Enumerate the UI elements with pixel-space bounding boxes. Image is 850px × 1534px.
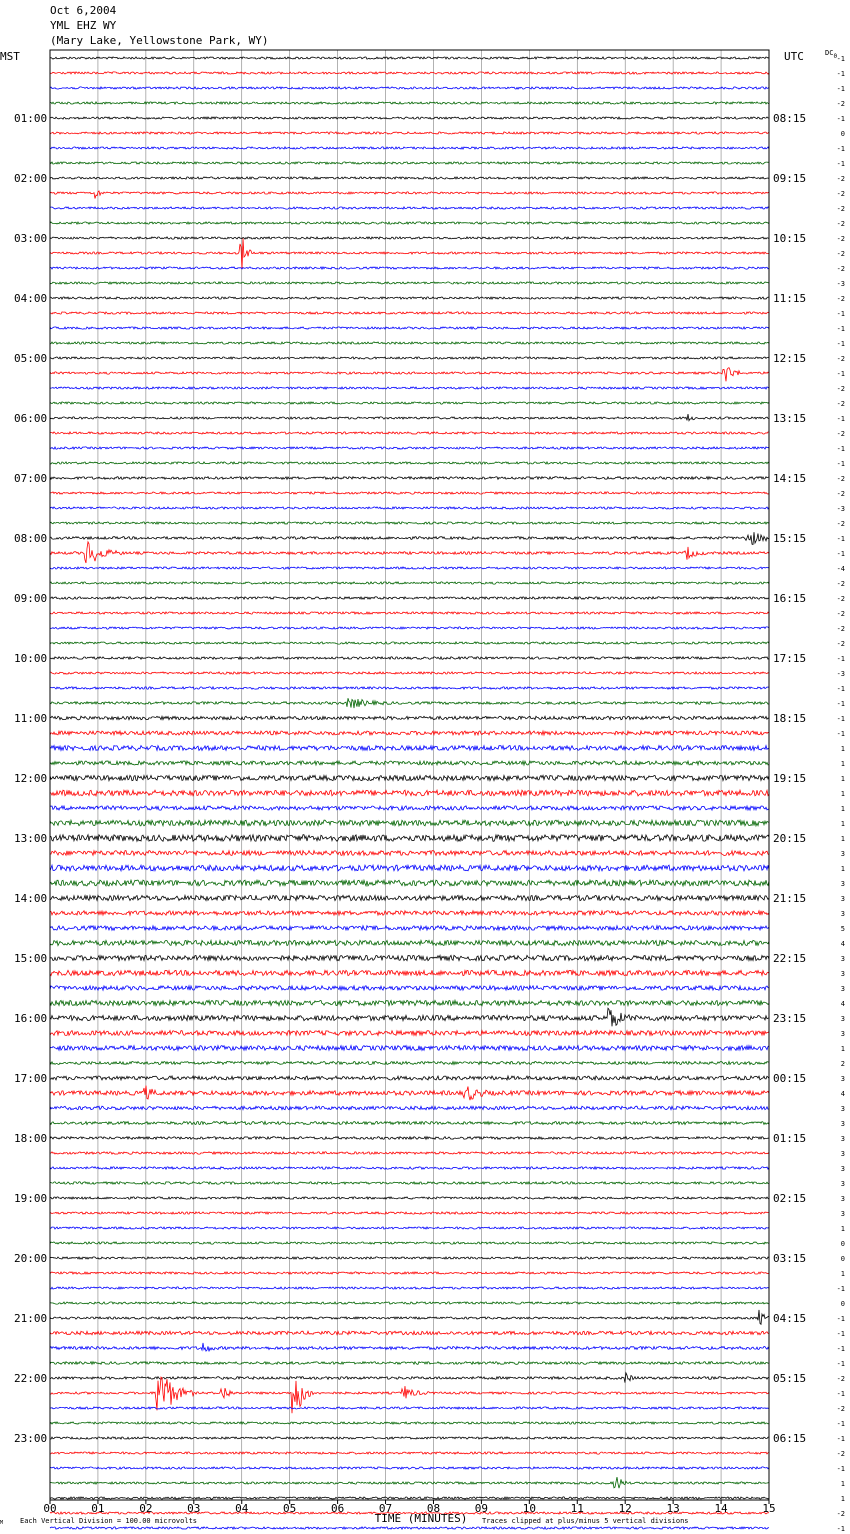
seismic-trace <box>50 312 769 314</box>
dc-offset-label: -1 <box>836 1345 845 1353</box>
utc-hour-label: 08:15 <box>773 112 807 125</box>
dc-offset-label: -3 <box>836 280 845 288</box>
dc-offset-label: 1 <box>840 1495 845 1503</box>
dc-offset-label: 3 <box>840 955 845 963</box>
seismic-trace <box>50 1310 769 1324</box>
utc-hour-label: 12:15 <box>773 352 807 365</box>
seismic-trace <box>50 542 769 563</box>
utc-hour-label: 21:15 <box>773 892 807 905</box>
seismic-trace <box>50 414 769 421</box>
seismic-trace <box>50 820 769 826</box>
dc-offset-label: -2 <box>836 610 845 618</box>
seismic-trace <box>50 1062 769 1065</box>
seismic-trace <box>50 835 769 842</box>
dc-offset-label: 3 <box>840 1120 845 1128</box>
seismic-trace <box>50 1343 769 1352</box>
seismic-trace <box>50 387 769 389</box>
dc-offset-label: -1 <box>836 1420 845 1428</box>
utc-hour-label: 06:15 <box>773 1432 807 1445</box>
dc-offset-label: 3 <box>840 1150 845 1158</box>
seismic-trace <box>50 532 769 544</box>
seismic-trace <box>50 716 769 720</box>
seismic-trace <box>50 57 769 59</box>
dc-offset-label: -2 <box>836 400 845 408</box>
seismic-trace <box>50 1527 769 1529</box>
seismic-trace <box>50 775 769 780</box>
x-tick-label: 08 <box>426 1502 441 1515</box>
dc-offset-label: -1 <box>836 655 845 663</box>
clip-note: Traces clipped at plus/minus 5 vertical divisions <box>482 1517 689 1525</box>
x-tick-label: 05 <box>283 1502 297 1515</box>
seismic-trace <box>50 1086 769 1101</box>
utc-hour-label: 03:15 <box>773 1252 807 1265</box>
dc-offset-label: 4 <box>840 1090 845 1098</box>
dc-offset-label: 0 <box>840 1300 845 1308</box>
dc-offset-label: 3 <box>840 1210 845 1218</box>
dc-offset-label: -1 <box>836 550 845 558</box>
seismic-trace <box>50 1076 769 1080</box>
seismic-trace <box>50 432 769 434</box>
seismic-trace <box>50 1167 769 1169</box>
dc-offset-label: -2 <box>836 265 845 273</box>
dc-offset-label: -1 <box>836 85 845 93</box>
seismic-trace <box>50 582 769 584</box>
dc-offset-label: -2 <box>836 1405 845 1413</box>
dc-offset-label: 4 <box>840 1000 845 1008</box>
dc-offset-label: -2 <box>836 640 845 648</box>
dc-offset-label: 3 <box>840 1165 845 1173</box>
dc-offset-label: 1 <box>840 1045 845 1053</box>
seismic-trace <box>50 162 769 164</box>
seismic-trace <box>50 1287 769 1289</box>
seismic-trace <box>50 955 769 960</box>
right-axis-label: UTC <box>784 50 804 63</box>
dc-offset-labels <box>837 55 845 1534</box>
dc-offset-label: -2 <box>836 250 845 258</box>
utc-hour-label: 11:15 <box>773 292 807 305</box>
dc-offset-label: -1 <box>836 145 845 153</box>
x-tick-label: 03 <box>187 1502 201 1515</box>
dc-offset-label: -2 <box>836 205 845 213</box>
seismic-trace <box>50 1407 769 1409</box>
seismic-trace <box>50 1008 769 1026</box>
seismic-trace <box>50 642 769 644</box>
seismic-trace <box>50 1302 769 1304</box>
dc-offset-label: 3 <box>840 880 845 888</box>
dc-offset-label: -1 <box>836 700 845 708</box>
seismic-trace <box>50 731 769 735</box>
seismic-trace <box>50 1452 769 1454</box>
seismic-trace <box>50 1137 769 1140</box>
minute-gridlines <box>98 50 721 1500</box>
utc-hour-label: 01:15 <box>773 1132 807 1145</box>
seismic-trace <box>50 282 769 284</box>
dc-offset-label: -1 <box>836 730 845 738</box>
dc-offset-label: -1 <box>836 1315 845 1323</box>
seismic-trace <box>50 1362 769 1365</box>
utc-hour-label: 17:15 <box>773 652 807 665</box>
x-tick-label: 02 <box>139 1502 153 1515</box>
utc-hour-label: 00:15 <box>773 1072 807 1085</box>
seismic-trace <box>50 746 769 751</box>
seismic-trace <box>50 1497 769 1499</box>
seismic-trace <box>50 368 769 382</box>
dc-offset-label: -2 <box>836 1450 845 1458</box>
x-tick-label: 13 <box>666 1502 680 1515</box>
seismic-trace <box>50 462 769 464</box>
seismic-trace <box>50 357 769 359</box>
x-axis-title: TIME (MINUTES) <box>374 1512 468 1525</box>
dc-offset-label: -1 <box>836 685 845 693</box>
seismic-trace <box>50 1106 769 1110</box>
x-tick-label: 00 <box>43 1502 57 1515</box>
x-tick-label: 06 <box>330 1502 345 1515</box>
dc-offset-label: 1 <box>840 745 845 753</box>
trace-group <box>50 57 769 1534</box>
dc-offset-label: -1 <box>836 1465 845 1473</box>
dc-offset-label: -2 <box>836 520 845 528</box>
dc-offset-label: -1 <box>836 1525 845 1533</box>
seismic-trace <box>50 117 769 119</box>
mst-hour-label: 12:00 <box>14 772 48 785</box>
mst-hour-label: 01:00 <box>14 112 48 125</box>
seismic-trace <box>50 1122 769 1125</box>
dc-offset-label: 1 <box>840 1225 845 1233</box>
seismic-trace <box>50 806 769 810</box>
dc-offset-label: 2 <box>840 1060 845 1068</box>
seismic-trace <box>50 132 769 134</box>
mst-hour-label: 23:00 <box>14 1432 48 1445</box>
seismic-trace <box>50 447 769 449</box>
seismic-trace <box>50 926 769 930</box>
mst-hour-label: 21:00 <box>14 1312 48 1325</box>
seismic-trace <box>50 267 769 269</box>
seismic-trace <box>50 911 769 915</box>
utc-hour-label: 15:15 <box>773 532 807 545</box>
dc-offset-label: 3 <box>840 1180 845 1188</box>
mst-hour-label: 22:00 <box>14 1372 48 1385</box>
dc-offset-label: 1 <box>840 775 845 783</box>
dc-offset-label: -1 <box>836 1360 845 1368</box>
dc-offset-label: 1 <box>840 1480 845 1488</box>
mst-hour-label: 03:00 <box>14 232 48 245</box>
seismic-trace <box>50 87 769 89</box>
seismic-trace <box>50 207 769 209</box>
corner-mark: M <box>0 1520 4 1526</box>
dc-offset-label: 1 <box>840 835 845 843</box>
seismic-trace <box>50 327 769 329</box>
seismic-trace <box>50 1046 769 1051</box>
seismic-trace <box>50 1242 769 1244</box>
seismic-trace <box>50 612 769 614</box>
seismic-trace <box>50 761 769 765</box>
seismic-trace <box>50 238 769 269</box>
x-tick-label: 07 <box>378 1502 393 1515</box>
mst-hour-label: 04:00 <box>14 292 48 305</box>
seismic-trace <box>50 1182 769 1184</box>
utc-hour-label: 13:15 <box>773 412 807 425</box>
x-tick-label: 15 <box>762 1502 776 1515</box>
dc-offset-label: -3 <box>836 670 845 678</box>
seismic-trace <box>50 567 769 569</box>
seismic-trace <box>50 402 769 404</box>
dc-offset-label: -1 <box>836 1285 845 1293</box>
dc-offset-label: 0 <box>840 1240 845 1248</box>
dc-offset-label: -2 <box>836 235 845 243</box>
mst-hour-label: 10:00 <box>14 652 48 665</box>
seismic-trace <box>50 237 769 239</box>
x-tick-label: 14 <box>714 1502 728 1515</box>
dc-offset-label: -2 <box>836 595 845 603</box>
seismic-trace <box>50 940 769 945</box>
dc-offset-label: -2 <box>836 580 845 588</box>
dc-offset-label: -1 <box>836 460 845 468</box>
utc-hour-label: 14:15 <box>773 472 807 485</box>
dc-offset-label: 3 <box>840 1075 845 1083</box>
x-tick-label: 12 <box>618 1502 632 1515</box>
seismic-trace <box>50 1227 769 1229</box>
utc-hour-label: 05:15 <box>773 1372 807 1385</box>
seismic-trace <box>50 687 769 689</box>
seismic-trace <box>50 492 769 494</box>
dc-offset-label: 5 <box>840 925 845 933</box>
seismic-trace <box>50 191 769 199</box>
dc-offset-label: 1 <box>840 790 845 798</box>
seismic-trace <box>50 507 769 509</box>
seismic-trace <box>50 72 769 74</box>
x-tick-label: 10 <box>522 1502 536 1515</box>
x-tick-label: 11 <box>570 1502 584 1515</box>
x-tick-label: 04 <box>235 1502 249 1515</box>
dc-offset-label: 3 <box>840 985 845 993</box>
dc-offset-label: 1 <box>840 1270 845 1278</box>
seismic-trace <box>50 627 769 629</box>
seismic-trace <box>50 342 769 344</box>
mst-hour-label: 06:00 <box>14 412 48 425</box>
dc-offset-label: -2 <box>836 490 845 498</box>
dc-offset-label: -1 <box>836 370 845 378</box>
mst-hour-label: 18:00 <box>14 1132 48 1145</box>
dc-offset-label: -1 <box>836 1435 845 1443</box>
utc-hour-label: 16:15 <box>773 592 807 605</box>
seismic-trace <box>50 657 769 659</box>
dc-offset-label: -2 <box>836 1510 845 1518</box>
dc-offset-label: 3 <box>840 850 845 858</box>
dc-offset-label: -1 <box>836 715 845 723</box>
mst-hour-label: 16:00 <box>14 1012 48 1025</box>
utc-hour-label: 19:15 <box>773 772 807 785</box>
dc-offset-label: 0 <box>840 1255 845 1263</box>
seismic-trace <box>50 477 769 480</box>
utc-hour-label: 20:15 <box>773 832 807 845</box>
utc-hour-label: 10:15 <box>773 232 807 245</box>
dc-offset-label: -2 <box>836 625 845 633</box>
seismic-trace <box>50 790 769 796</box>
utc-hour-label: 18:15 <box>773 712 807 725</box>
utc-hour-label: 23:15 <box>773 1012 807 1025</box>
seismic-trace <box>50 1422 769 1424</box>
dc-offset-label: -1 <box>836 1330 845 1338</box>
seismic-trace <box>50 1331 769 1335</box>
seismic-trace <box>50 1467 769 1469</box>
dc-offset-label: -1 <box>836 1390 845 1398</box>
seismic-trace <box>50 222 769 224</box>
x-tick-label: 01 <box>91 1502 105 1515</box>
dc-offset-label: 3 <box>840 1135 845 1143</box>
station-code: YML EHZ WY <box>50 19 117 32</box>
mst-hour-label: 19:00 <box>14 1192 48 1205</box>
seismic-trace <box>50 986 769 990</box>
dc-offset-label: -1 <box>836 115 845 123</box>
dc-offset-label: -2 <box>836 220 845 228</box>
seismic-trace <box>50 297 769 299</box>
seismic-trace <box>50 698 769 708</box>
dc-offset-label: -1 <box>836 325 845 333</box>
seismic-trace <box>50 597 769 599</box>
scale-note: Each Vertical Division = 100.00 microvolts <box>20 1517 198 1525</box>
dc-offset-label: -1 <box>836 445 845 453</box>
mst-hour-label: 17:00 <box>14 1072 48 1085</box>
seismic-trace <box>50 1152 769 1154</box>
station-location: (Mary Lake, Yellowstone Park, WY) <box>50 34 269 47</box>
mst-hour-label: 11:00 <box>14 712 48 725</box>
dc-label: DC0 <box>825 49 838 60</box>
mst-hour-label: 07:00 <box>14 472 48 485</box>
dc-offset-label: 1 <box>840 865 845 873</box>
dc-offset-label: 4 <box>840 940 845 948</box>
seismic-trace <box>50 1272 769 1274</box>
dc-offset-label: 3 <box>840 910 845 918</box>
mst-hour-label: 08:00 <box>14 532 48 545</box>
mst-hour-label: 09:00 <box>14 592 48 605</box>
dc-offset-label: 1 <box>840 760 845 768</box>
mst-hour-label: 13:00 <box>14 832 48 845</box>
dc-offset-label: -3 <box>836 505 845 513</box>
plot-date: Oct 6,2004 <box>50 4 117 17</box>
dc-offset-label: -1 <box>836 340 845 348</box>
dc-offset-label: -1 <box>836 160 845 168</box>
seismic-trace <box>50 1477 769 1488</box>
dc-offset-label: -1 <box>836 55 845 63</box>
dc-offset-label: 3 <box>840 1030 845 1038</box>
dc-offset-label: 3 <box>840 895 845 903</box>
dc-offset-label: 3 <box>840 1105 845 1113</box>
seismic-trace <box>50 895 769 900</box>
seismic-trace <box>50 865 769 871</box>
dc-offset-label: 3 <box>840 970 845 978</box>
dc-offset-label: 1 <box>840 805 845 813</box>
dc-offset-label: 0 <box>840 130 845 138</box>
mst-hour-label: 05:00 <box>14 352 48 365</box>
dc-offset-label: -2 <box>836 475 845 483</box>
seismic-trace <box>50 147 769 149</box>
seismic-trace <box>50 1257 769 1259</box>
mst-hour-label: 20:00 <box>14 1252 48 1265</box>
dc-offset-label: 3 <box>840 1195 845 1203</box>
seismic-trace <box>50 1197 769 1199</box>
dc-offset-label: 3 <box>840 1015 845 1023</box>
dc-offset-label: -1 <box>836 310 845 318</box>
utc-hour-label: 02:15 <box>773 1192 807 1205</box>
seismic-trace <box>50 851 769 856</box>
seismic-trace <box>50 1212 769 1214</box>
dc-offset-label: -2 <box>836 355 845 363</box>
mst-hour-label: 15:00 <box>14 952 48 965</box>
seismic-trace <box>50 522 769 524</box>
seismic-trace <box>50 1031 769 1036</box>
utc-hour-label: 04:15 <box>773 1312 807 1325</box>
utc-hour-label: 22:15 <box>773 952 807 965</box>
dc-offset-label: -2 <box>836 1375 845 1383</box>
dc-offset-label: -2 <box>836 175 845 183</box>
dc-offset-label: -4 <box>836 565 845 573</box>
dc-offset-label: -2 <box>836 295 845 303</box>
seismic-trace <box>50 880 769 886</box>
seismic-trace <box>50 1437 769 1439</box>
dc-offset-label: -2 <box>836 385 845 393</box>
dc-offset-label: -1 <box>836 70 845 78</box>
left-axis-label: MST <box>0 50 20 63</box>
seismic-trace <box>50 970 769 975</box>
mst-hour-label: 14:00 <box>14 892 48 905</box>
seismic-trace <box>50 672 769 674</box>
dc-offset-label: -1 <box>836 415 845 423</box>
dc-offset-label: -2 <box>836 190 845 198</box>
seismic-trace <box>50 102 769 104</box>
dc-offset-label: -2 <box>836 100 845 108</box>
seismic-trace <box>50 1000 769 1005</box>
utc-hour-label: 09:15 <box>773 172 807 185</box>
mst-hour-label: 02:00 <box>14 172 48 185</box>
seismic-trace <box>50 177 769 179</box>
dc-offset-label: -1 <box>836 535 845 543</box>
dc-offset-label: 1 <box>840 820 845 828</box>
x-tick-label: 09 <box>474 1502 489 1515</box>
dc-offset-label: -2 <box>836 430 845 438</box>
